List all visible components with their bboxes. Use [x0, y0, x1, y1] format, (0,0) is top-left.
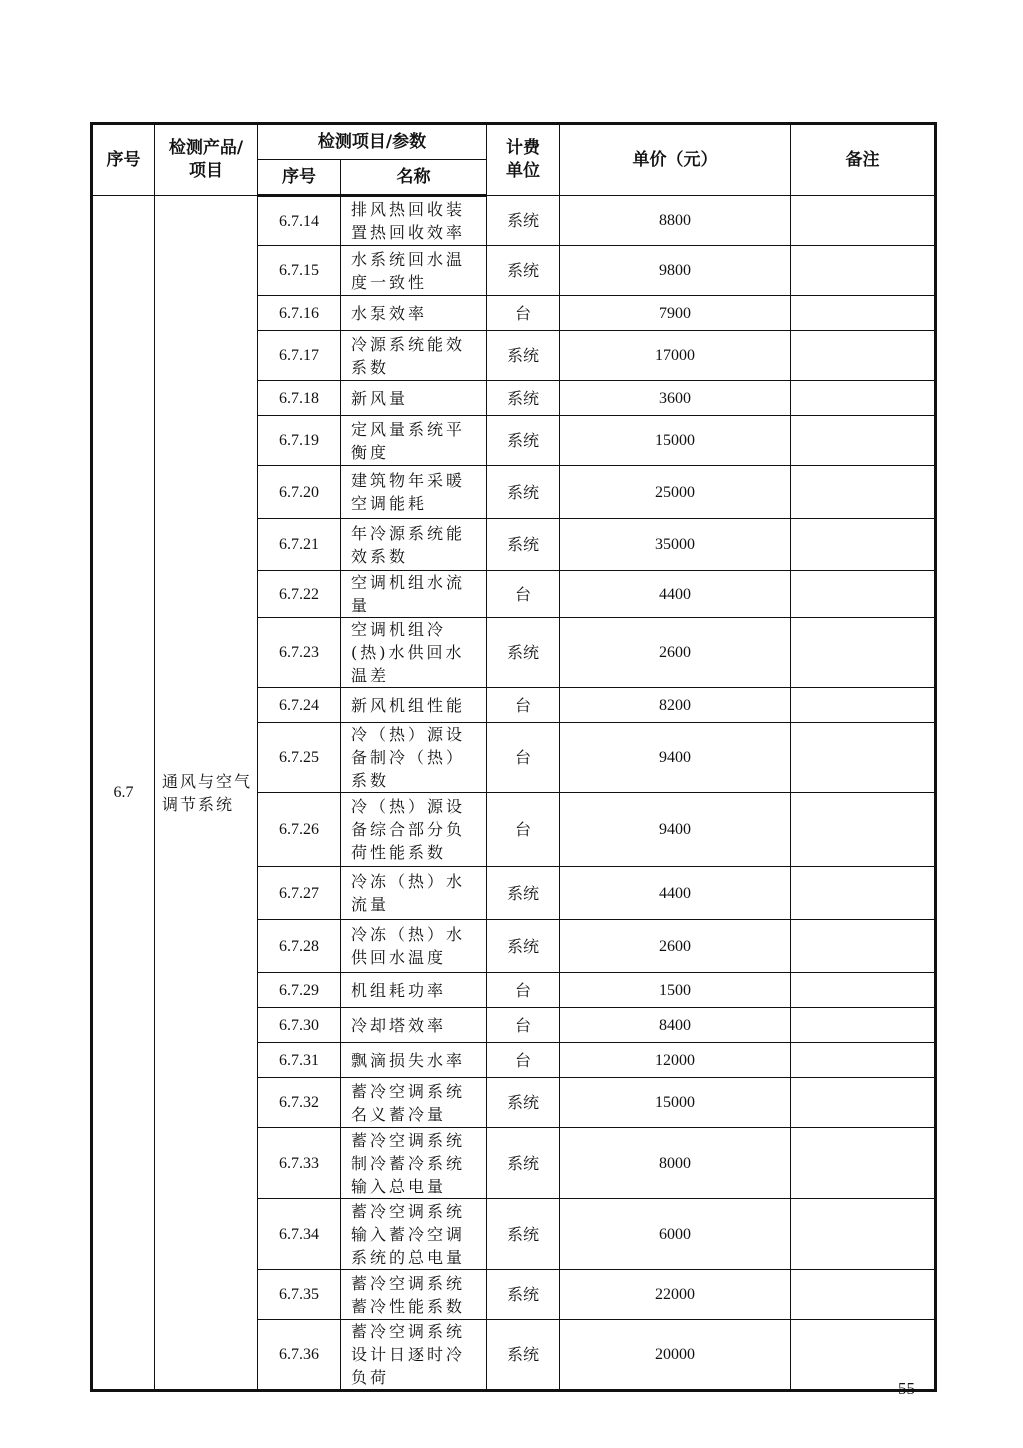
item-price: 35000	[560, 519, 791, 571]
item-note	[791, 246, 936, 296]
item-unit: 台	[487, 1043, 560, 1078]
item-code: 6.7.29	[258, 973, 341, 1008]
item-name: 蓄冷空调系统名义蓄冷量	[341, 1078, 487, 1128]
item-price: 15000	[560, 416, 791, 466]
item-unit: 系统	[487, 1078, 560, 1128]
item-price: 9400	[560, 723, 791, 793]
item-note	[791, 723, 936, 793]
header-sub-name: 名称	[341, 160, 487, 196]
item-note	[791, 618, 936, 688]
item-code: 6.7.32	[258, 1078, 341, 1128]
item-code: 6.7.24	[258, 688, 341, 723]
item-price: 2600	[560, 920, 791, 973]
item-unit: 系统	[487, 381, 560, 416]
item-price: 15000	[560, 1078, 791, 1128]
item-unit: 系统	[487, 1128, 560, 1199]
item-unit: 系统	[487, 920, 560, 973]
item-price: 4400	[560, 867, 791, 920]
item-unit: 台	[487, 688, 560, 723]
item-name: 冷却塔效率	[341, 1008, 487, 1043]
item-price: 3600	[560, 381, 791, 416]
item-name: 水系统回水温度一致性	[341, 246, 487, 296]
item-note	[791, 1008, 936, 1043]
item-unit: 台	[487, 973, 560, 1008]
item-name: 空调机组水流量	[341, 571, 487, 618]
header-product: 检测产品/项目	[155, 124, 258, 196]
item-name: 冷源系统能效系数	[341, 331, 487, 381]
item-name: 新风机组性能	[341, 688, 487, 723]
item-note	[791, 416, 936, 466]
item-name: 蓄冷空调系统设计日逐时冷负荷	[341, 1320, 487, 1391]
item-note	[791, 519, 936, 571]
item-note	[791, 1199, 936, 1270]
item-unit: 台	[487, 571, 560, 618]
item-name: 蓄冷空调系统蓄冷性能系数	[341, 1270, 487, 1320]
item-name: 冷（热）源设备综合部分负荷性能系数	[341, 793, 487, 867]
item-note	[791, 571, 936, 618]
item-code: 6.7.23	[258, 618, 341, 688]
item-code: 6.7.36	[258, 1320, 341, 1391]
item-price: 6000	[560, 1199, 791, 1270]
item-code: 6.7.14	[258, 196, 341, 246]
item-code: 6.7.21	[258, 519, 341, 571]
item-name: 建筑物年采暖空调能耗	[341, 466, 487, 519]
header-sub-seq: 序号	[258, 160, 341, 196]
item-code: 6.7.16	[258, 296, 341, 331]
item-code: 6.7.20	[258, 466, 341, 519]
item-price: 22000	[560, 1270, 791, 1320]
item-name: 定风量系统平衡度	[341, 416, 487, 466]
item-note	[791, 920, 936, 973]
item-code: 6.7.27	[258, 867, 341, 920]
item-price: 7900	[560, 296, 791, 331]
item-name: 水泵效率	[341, 296, 487, 331]
item-code: 6.7.33	[258, 1128, 341, 1199]
item-unit: 系统	[487, 1199, 560, 1270]
item-price: 17000	[560, 331, 791, 381]
item-note	[791, 1270, 936, 1320]
item-note	[791, 688, 936, 723]
item-price: 1500	[560, 973, 791, 1008]
item-code: 6.7.31	[258, 1043, 341, 1078]
item-price: 8200	[560, 688, 791, 723]
item-unit: 系统	[487, 1270, 560, 1320]
item-note	[791, 466, 936, 519]
item-code: 6.7.25	[258, 723, 341, 793]
item-note	[791, 331, 936, 381]
item-name: 机组耗功率	[341, 973, 487, 1008]
item-price: 4400	[560, 571, 791, 618]
header-note: 备注	[791, 124, 936, 196]
header-price: 单价（元）	[560, 124, 791, 196]
item-unit: 系统	[487, 519, 560, 571]
item-code: 6.7.17	[258, 331, 341, 381]
item-unit: 系统	[487, 246, 560, 296]
price-table	[90, 122, 937, 1392]
item-name: 蓄冷空调系统输入蓄冷空调系统的总电量	[341, 1199, 487, 1270]
item-price: 8000	[560, 1128, 791, 1199]
item-price: 9400	[560, 793, 791, 867]
group-name: 通风与空气调节系统	[155, 196, 258, 1391]
header-seq: 序号	[92, 124, 155, 196]
item-price: 20000	[560, 1320, 791, 1391]
item-price: 2600	[560, 618, 791, 688]
header-item-group: 检测项目/参数	[258, 124, 487, 160]
item-code: 6.7.35	[258, 1270, 341, 1320]
item-name: 年冷源系统能效系数	[341, 519, 487, 571]
item-code: 6.7.19	[258, 416, 341, 466]
item-unit: 台	[487, 723, 560, 793]
item-name: 新风量	[341, 381, 487, 416]
item-code: 6.7.26	[258, 793, 341, 867]
item-note	[791, 793, 936, 867]
item-unit: 系统	[487, 416, 560, 466]
item-code: 6.7.28	[258, 920, 341, 973]
page-number: 55	[898, 1379, 915, 1398]
item-code: 6.7.30	[258, 1008, 341, 1043]
item-name: 冷冻（热）水供回水温度	[341, 920, 487, 973]
item-price: 8400	[560, 1008, 791, 1043]
item-code: 6.7.34	[258, 1199, 341, 1270]
item-name: 排风热回收装置热回收效率	[341, 196, 487, 246]
item-unit: 台	[487, 793, 560, 867]
item-unit: 台	[487, 296, 560, 331]
item-code: 6.7.15	[258, 246, 341, 296]
item-unit: 系统	[487, 618, 560, 688]
item-note	[791, 1128, 936, 1199]
item-name: 空调机组冷(热)水供回水温差	[341, 618, 487, 688]
item-unit: 系统	[487, 196, 560, 246]
item-price: 12000	[560, 1043, 791, 1078]
item-unit: 系统	[487, 1320, 560, 1391]
item-price: 8800	[560, 196, 791, 246]
item-name: 冷（热）源设备制冷（热）系数	[341, 723, 487, 793]
item-note	[791, 381, 936, 416]
item-name: 飘滴损失水率	[341, 1043, 487, 1078]
item-note	[791, 196, 936, 246]
group-seq: 6.7	[92, 196, 155, 1391]
item-name: 蓄冷空调系统制冷蓄冷系统输入总电量	[341, 1128, 487, 1199]
item-note	[791, 1078, 936, 1128]
header-unit: 计费单位	[487, 124, 560, 196]
item-name: 冷冻（热）水流量	[341, 867, 487, 920]
item-unit: 台	[487, 1008, 560, 1043]
item-note	[791, 867, 936, 920]
table-row	[92, 196, 936, 246]
item-unit: 系统	[487, 466, 560, 519]
item-note	[791, 973, 936, 1008]
item-code: 6.7.18	[258, 381, 341, 416]
item-unit: 系统	[487, 331, 560, 381]
item-price: 25000	[560, 466, 791, 519]
item-note	[791, 296, 936, 331]
item-price: 9800	[560, 246, 791, 296]
item-code: 6.7.22	[258, 571, 341, 618]
item-unit: 系统	[487, 867, 560, 920]
item-note	[791, 1043, 936, 1078]
